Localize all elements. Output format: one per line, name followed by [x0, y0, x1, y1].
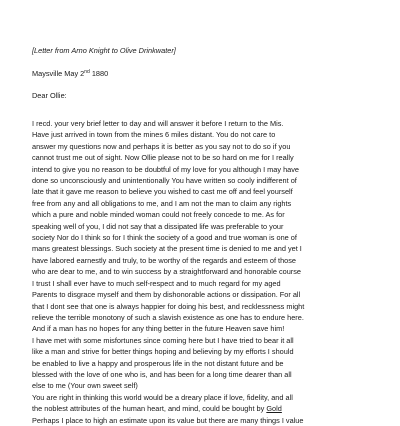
body-line: I have met with some misfortunes since coming here but I have tried to bear it all	[32, 335, 294, 345]
dateline-place-day: Maysville May 2	[32, 69, 85, 78]
salutation: Dear Ollie:	[32, 91, 67, 100]
body-line: else to me (Your own sweet self)	[32, 381, 138, 391]
body-line: I trust I shall ever have to much self-respect and to much regard for my aged	[32, 278, 281, 288]
body-line: be enabled to live a happy and prosperous life in the not distant future and be	[32, 358, 284, 368]
body-line: who are dear to me, and to win success by a straightforward and honorable course	[32, 267, 302, 277]
body-line: speaking well of you, I did not say that a dissipated life was preferable to your	[32, 221, 284, 231]
body-line: answer my questions now and perhaps it is better as you say not to do so if you	[32, 141, 291, 151]
source-note: [Letter from Arno Knight to Olive Drinkwater]	[32, 46, 176, 55]
body-line: mans greatest blessings. Such society at the present time is denied to me and yet I	[32, 244, 302, 254]
body-line-with-underline	[32, 403, 384, 414]
body-line: intend to give you no reason to be doubtful of my love for you although I may have	[32, 164, 299, 174]
body-line: like a man and strive for better things hoping and believing by my efforts I should	[32, 347, 294, 357]
body-line: late that it gave me reason to believe you wished to cast me off and feel yourself	[32, 187, 293, 197]
body-line: Have just arrived in town from the mines 6 miles distant. You do not care to	[32, 130, 276, 140]
body-line: And if a man has no hopes for any thing better in the future Heaven save him!	[32, 324, 285, 334]
body-line: relieve the terrible monotony of such a slavish existence as one has to endure here.	[32, 312, 304, 322]
dateline-ordinal-suffix: nd	[84, 69, 90, 75]
body-line-partial: Perhaps I place to high an estimate upon its value but there are many things I value	[32, 415, 304, 425]
body-line-text: the noblest attributes of the human heart, and mind, could be bought by	[32, 404, 267, 414]
body-line: I recd. your very brief letter to day and will answer it before I return to the Mis.	[32, 119, 284, 128]
body-line: society Nor do I think so for I think the society of a good and true woman is one of	[32, 233, 297, 243]
body-line: that I dont see that one is always happier for doing his best, and recklessness might	[32, 301, 305, 311]
dateline-year: 1880	[89, 69, 109, 78]
body-line: have labored earnestly and truly, to be worthy of the regards and esteem of those	[32, 255, 296, 265]
body-line: cannot trust me out of sight. Now Ollie please not to be so hard on me for I really	[32, 153, 294, 163]
body-line: blessed with the love of one who is, and has been for a long time dearer than all	[32, 369, 292, 379]
body-line: which a pure and noble minded woman could not freely concede to me. As for	[32, 210, 285, 220]
letter-body	[32, 118, 384, 426]
body-line: free from any and all obligations to me, and I am not the man to claim any rights	[32, 198, 292, 208]
body-line: You are right in thinking this world would be a dreary place if love, fidelity, and all	[32, 392, 293, 402]
body-line: done so unconsciously and unintentionally You have written so cooly indifferent of	[32, 176, 297, 186]
body-line: Parents to disgrace myself and them by dishonorable actions or dissipation. For all	[32, 290, 301, 300]
underlined-word-gold: Gold	[266, 404, 282, 414]
dateline	[32, 68, 384, 79]
